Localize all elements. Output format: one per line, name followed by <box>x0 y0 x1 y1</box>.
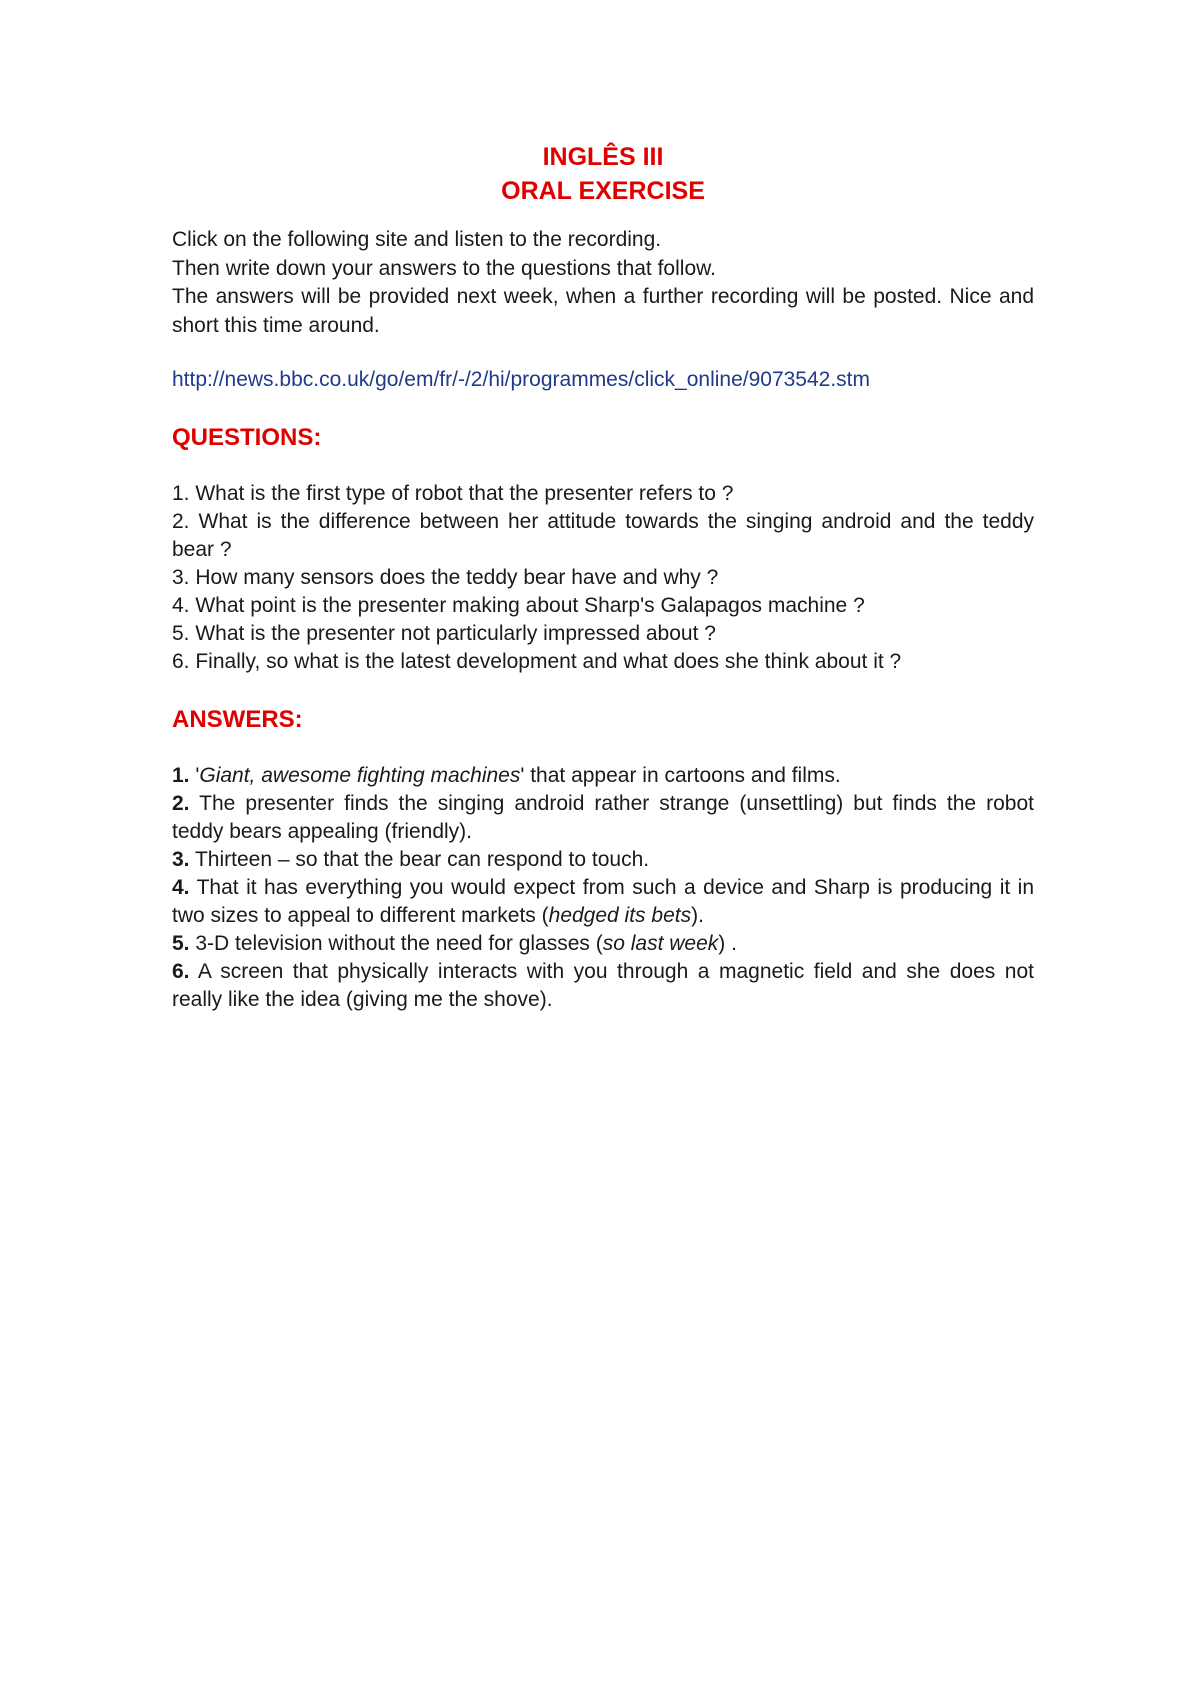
answer-item-5: 5. 3-D television without the need for glasses (so last week) . <box>172 932 737 955</box>
answers-list <box>172 762 1034 1014</box>
document-page <box>172 140 1034 1014</box>
question-item: 5. What is the presenter not particularly impressed about ? <box>172 622 716 645</box>
question-item: 6. Finally, so what is the latest development and what does she think about it ? <box>172 650 902 673</box>
answer-item-3: 3. Thirteen – so that the bear can respond to touch. <box>172 848 650 871</box>
question-item: 2. What is the difference between her attitude towards the singing android and the teddy bear ? <box>172 510 1034 561</box>
question-item: 1. What is the first type of robot that the presenter refers to ? <box>172 482 734 505</box>
recording-link[interactable]: http://news.bbc.co.uk/go/em/fr/-/2/hi/programmes/click_online/9073542.stm <box>172 368 871 391</box>
answer-item-2: 2. The presenter finds the singing android rather strange (unsettling) but finds the robot teddy bears appealing (friendly). <box>172 792 1034 843</box>
answers-heading: ANSWERS: <box>172 706 303 733</box>
question-item: 4. What point is the presenter making about Sharp's Galapagos machine ? <box>172 594 865 617</box>
intro-paragraph <box>172 226 1034 340</box>
intro-line-1: Click on the following site and listen to the recording. <box>172 228 662 251</box>
intro-line-2: Then write down your answers to the questions that follow. <box>172 256 716 280</box>
question-item: 3. How many sensors does the teddy bear have and why ? <box>172 566 719 589</box>
questions-heading: QUESTIONS: <box>172 424 322 451</box>
answer-item-4: 4. That it has everything you would expect from such a device and Sharp is producing it in two sizes to appeal to different markets (hedged its bets). <box>172 876 1034 927</box>
title-line-1: INGLÊS III <box>542 143 664 171</box>
intro-line-3: The answers will be provided next week, when a further recording will be posted. Nice and short this time around. <box>172 285 1034 337</box>
title-line-2: ORAL EXERCISE <box>501 177 705 205</box>
answer-item-1: 1. 'Giant, awesome fighting machines' that appear in cartoons and films. <box>172 764 841 787</box>
document-title <box>172 140 1034 208</box>
questions-list <box>172 480 1034 676</box>
answer-item-6: 6. A screen that physically interacts with you through a magnetic field and she does not really like the idea (giving me the shove). <box>172 960 1034 1011</box>
